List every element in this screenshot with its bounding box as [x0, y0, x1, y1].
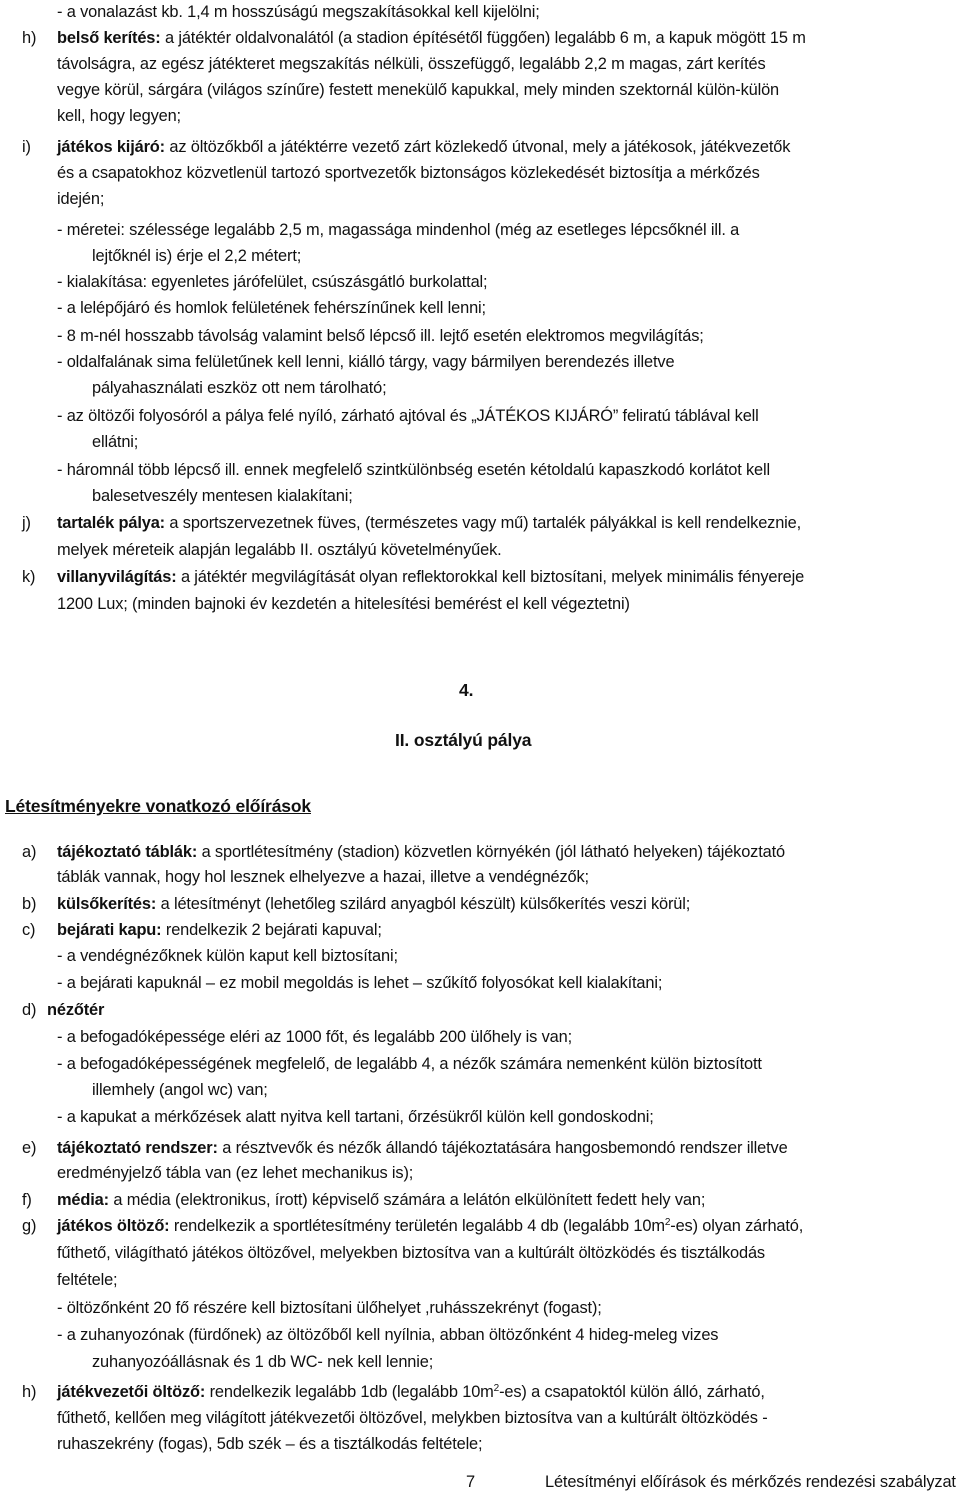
item-j-marker: j)	[22, 514, 31, 532]
item-e-label: tájékoztató rendszer:	[57, 1139, 218, 1157]
item-a-info-signs: tájékoztató táblák: a sportlétesítmény (stadion) közvetlen környékén (jól látható helyeken) tájékoztató	[57, 843, 785, 861]
item-i-dash-dimensions-cont: lejtőknél is) érje el 2,2 métert;	[92, 247, 302, 265]
item-h-line4: kell, hogy legyen;	[57, 107, 181, 125]
item-d-marker: d)	[22, 1001, 37, 1019]
item-g-dash-seats: - öltözőnként 20 fő részére kell biztosítani ülőhelyet ,ruhásszekrényt (fogast);	[57, 1299, 602, 1317]
item-e-marker: e)	[22, 1139, 37, 1157]
item-d-label: nézőtér	[47, 1001, 105, 1019]
item-f-label: média:	[57, 1191, 109, 1209]
item-e-info-system: tájékoztató rendszer: a résztvevők és nézők állandó tájékoztatására hangosbemondó rendszer illetve	[57, 1139, 788, 1157]
item-b-marker: b)	[22, 895, 37, 913]
item-i-line2: és a csapatokhoz közvetlenül tartozó sportvezetők biztonságos közlekedését biztosítja a mérkőzés	[57, 164, 760, 182]
item-d-dash-toilets: - a befogadóképességének megfelelő, de legalább 4, a nézők számára nemenként külön biztosított	[57, 1055, 762, 1073]
item-d-dash-toilets-cont: illemhely (angol wc) van;	[92, 1081, 268, 1099]
item-k-marker: k)	[22, 568, 36, 586]
item-h2-line2: fűthető, kellően meg világított játékvezetői öltözővel, melykben biztosítva van a kultúrált öltözködés -	[57, 1409, 768, 1427]
item-k-label: villanyvilágítás:	[57, 568, 177, 586]
section-number: 4.	[459, 680, 474, 700]
item-a-marker: a)	[22, 843, 37, 861]
item-h-marker: h)	[22, 29, 37, 47]
item-i-dash-rail-cont: balesetveszély mentesen kialakítani;	[92, 487, 353, 505]
item-i-dash-dimensions: - méretei: szélessége legalább 2,5 m, magassága mindenhol (még az esetleges lépcsőknél ill. a	[57, 221, 740, 239]
item-k-lighting: villanyvilágítás: a játéktér megvilágítását olyan reflektorokkal kell biztosítani, melyek minimális fényereje	[57, 568, 805, 586]
item-a-label: tájékoztató táblák:	[57, 843, 198, 861]
item-i-dash-walls: - oldalfalának sima felületűnek kell lenni, kiálló tárgy, vagy bármilyen berendezés illetve	[57, 353, 675, 371]
item-i-player-exit: játékos kijáró: az öltözőkből a játéktérre vezető zárt közlekedő útvonal, mely a játékosok, játékvezetők	[57, 138, 791, 156]
item-d-dash-gates-open: - a kapukat a mérkőzések alatt nyitva kell tartani, őrzésükről külön kell gondoskodni;	[57, 1108, 654, 1126]
item-h-inner-fence: belső kerítés: a játéktér oldalvonalától (a stadion építésétől függően) legalább 6 m, a kapuk mögött 15 m	[57, 29, 806, 47]
item-b-label: külsőkerítés:	[57, 895, 157, 913]
item-i-dash-surface: - kialakítása: egyenletes járófelület, csúszásgátló burkolattal;	[57, 273, 488, 291]
item-i-marker: i)	[22, 138, 31, 156]
item-h2-label: játékvezetői öltöző:	[57, 1383, 206, 1401]
item-h2-marker: h)	[22, 1383, 37, 1401]
item-i-dash-rail: - háromnál több lépcső ill. ennek megfelelő szintkülönbség esetén kétoldalú kapaszkodó korlátot kell	[57, 461, 770, 479]
item-g-dash-showers: - a zuhanyozónak (fürdőnek) az öltözőből kell nyílnia, abban öltözőnként 4 hideg-meleg vizes	[57, 1326, 719, 1344]
item-c-entrance-gate: bejárati kapu: rendelkezik 2 bejárati kapuval;	[57, 921, 382, 939]
subheading: Létesítményekre vonatkozó előírások	[5, 796, 311, 816]
section-title: II. osztályú pálya	[395, 730, 532, 750]
dash-item-marking: - a vonalazást kb. 1,4 m hosszúságú megszakításokkal kell kijelölni;	[57, 3, 540, 21]
item-e-line2: eredményjelző tábla van (ez lehet mechanikus is);	[57, 1164, 414, 1182]
item-h2-referee-dressing-room: játékvezetői öltöző: rendelkezik legalább 1db (legalább $10m^2-es$) a csapatoktól külön álló, zárható,	[57, 1383, 765, 1401]
item-d-dash-capacity: - a befogadóképessége eléri az 1000 főt, és legalább 200 ülőhely is van;	[57, 1028, 572, 1046]
item-h2-line3: ruhaszekrény (fogas), 5db szék – és a tisztálkodás feltétele;	[57, 1435, 483, 1453]
item-i-dash-door: - az öltözői folyosóról a pálya felé nyíló, zárható ajtóval és „JÁTÉKOS KIJÁRÓ” feliratú táblával kell	[57, 407, 759, 425]
item-i-label: játékos kijáró:	[57, 138, 165, 156]
item-g-line2: fűthető, világítható játékos öltözővel, melyekben biztosítva van a kultúrált öltözködés és tisztálkodás	[57, 1244, 765, 1262]
item-b-outer-fence: külsőkerítés: a létesítményt (lehetőleg szilárd anyagból készült) külsőkerítés veszi körül;	[57, 895, 691, 913]
item-c-marker: c)	[22, 921, 36, 939]
item-j-reserve-pitch: tartalék pálya: a sportszervezetnek füves, (természetes vagy mű) tartalék pályákkal is kell rendelkeznie,	[57, 514, 802, 532]
item-i-line3: idején;	[57, 190, 105, 208]
item-g-dash-showers-cont: zuhanyozóállásnak és 1 db WC- nek kell lennie;	[92, 1353, 434, 1371]
item-c-dash-corridors: - a bejárati kapuknál – ez mobil megoldás is lehet – szűkítő folyosókat kell kialakítani;	[57, 974, 663, 992]
item-i-dash-step-color: - a lelépőjáró és homlok felületének fehérszínűnek kell lenni;	[57, 299, 486, 317]
item-h-label: belső kerítés:	[57, 29, 161, 47]
item-g-player-dressing-room: játékos öltöző: rendelkezik a sportlétesítmény területén legalább 4 db (legalább $10m^2-es$) olyan zárható,	[57, 1217, 804, 1235]
item-i-dash-walls-cont: pályahasználati eszköz ott nem tárolható;	[92, 379, 387, 397]
item-k-line2: 1200 Lux; (minden bajnoki év kezdetén a hitelesítési bemérést el kell végeztetni)	[57, 595, 630, 613]
footer-page-number: 7	[466, 1473, 475, 1491]
item-i-dash-door-cont: ellátni;	[92, 433, 139, 451]
item-g-line3: feltétele;	[57, 1271, 118, 1289]
item-h-line2: távolságra, az egész játékteret megszakítás nélküli, összefüggő, legalább 2,2 m magas, zárt kerítés	[57, 55, 766, 73]
item-f-media: média: a média (elektronikus, írott) képviselő számára a lelátón elkülönített fedett hely van;	[57, 1191, 706, 1209]
item-f-marker: f)	[22, 1191, 32, 1209]
footer-title: Létesítményi előírások és mérkőzés rendezési szabályzat	[545, 1473, 956, 1491]
item-j-label: tartalék pálya:	[57, 514, 165, 532]
item-g-marker: g)	[22, 1217, 37, 1235]
item-j-line2: melyek méreteik alapján legalább II. osztályú követelményűek.	[57, 541, 502, 559]
item-a-line2: táblák vannak, hogy hol lesznek elhelyezve a hazai, illetve a vendégnézők;	[57, 868, 589, 886]
item-c-dash-guest-gate: - a vendégnézőknek külön kaput kell biztosítani;	[57, 947, 398, 965]
item-c-label: bejárati kapu:	[57, 921, 162, 939]
item-h-line3: vegye körül, sárgára (világos színűre) festett menekülő kapukkal, mely minden szektornál külön-külön	[57, 81, 780, 99]
item-g-label: játékos öltöző:	[57, 1217, 170, 1235]
item-i-dash-lighting: - 8 m-nél hosszabb távolság valamint belső lépcső ill. lejtő esetén elektromos megvilágítás;	[57, 327, 704, 345]
